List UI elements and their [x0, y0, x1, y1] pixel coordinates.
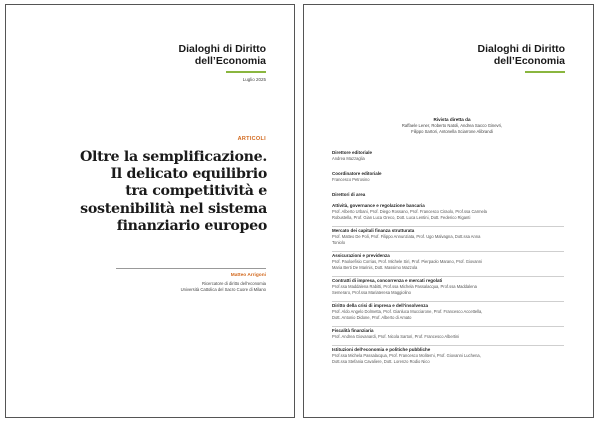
journal-title: Dialoghi di Diritto dell’Economia [477, 43, 565, 67]
group-divider [332, 345, 564, 346]
group-contracts: Contratti di impresa, concorrenza e mercati regolati Prof.ssa Maddalena Rabitti, Prof.ssa Michela Passalacqua, Prof.ssa Maddalena Semeraro, Prof.ssa Mariateresa Maggiolino [332, 278, 477, 295]
group-capital-markets: Mercato dei capitali finanza strutturata Prof. Matteo De Poli, Prof. Filippo Annunziata, Prof. Ugo Malvagna, Dott.ssa Anna Toniolo [332, 228, 481, 245]
section-label: ARTICOLI [237, 136, 266, 142]
group-area-directors: Direttori di area [332, 192, 366, 197]
editorial-directors: Rivista diretta da Raffaele Lener, Roberto Natoli, Andrea Sacco Ginevri, Filippo Sartori, Antonella Sciarrone Alibrandi [401, 117, 503, 134]
left-page [5, 4, 295, 418]
group-divider [332, 251, 564, 252]
group-editorial-coordinator: Coordinatore editoriale Francesco Petrosino [332, 171, 382, 182]
article-title: Oltre la semplificazione. Il delicato equilibrio tra competitività e sostenibilità nel sistema finanziario europeo [79, 149, 267, 234]
group-editorial-director: Direttore editoriale Andrea Mazzaglia [332, 150, 373, 161]
group-public-policy: Istituzioni dell’economia e politiche pubbliche Prof.ssa Michela Passalacqua, Prof. Francesco Moliterni, Prof. Giovanni Luchena, Dott.ssa Stefania Cavaliere, Dott. Lorenzo Rodio Nico [332, 347, 481, 364]
group-finance-tax: Fiscalità finanziaria Prof. Andrea Giovanardi, Prof. Nicola Sartori, Prof. Francesco Albertini [332, 328, 460, 339]
right-page [303, 4, 594, 418]
group-insolvency: Diritto della crisi di impresa e dell’insolvenza Prof. Aldo Angelo Dolmetta, Prof. Gianluca Mucciarone, Prof. Francesco Accettella, Dott. Antonio Didone, Prof. Alberto di Amato [332, 303, 483, 320]
group-divider [332, 226, 564, 227]
accent-line [525, 71, 565, 73]
author-rule [116, 268, 266, 269]
group-divider [332, 301, 564, 302]
issue-date: Luglio 2025 [242, 77, 266, 82]
journal-title: Dialoghi di Diritto dell’Economia [178, 43, 266, 67]
group-divider [332, 326, 564, 327]
group-insurance: Assicurazioni e previdenza Prof. Paoloefisio Corrias, Prof. Michele Siri, Prof. Pierpaolo Marano, Prof. Giovanni Maria Berti De Marinis, Dott. Massimo Mazzola [332, 253, 482, 270]
author-name: Matteo Arrigoni [230, 273, 266, 278]
accent-line [226, 71, 266, 73]
group-divider [332, 276, 564, 277]
group-banking: Attività, governance e regolazione bancaria Prof. Alberto Urbani, Prof. Diego Rossano, Prof. Francesco Ciraolo, Prof.ssa Carmela Robustella, Prof. Gian Luca Greco, Dott. Luca Lentini, Dott. Federico Riganti [332, 203, 487, 220]
author-affiliation: Ricercatore di diritto dell’economia Università Cattolica del Sacro Cuore di Milano [180, 281, 266, 292]
